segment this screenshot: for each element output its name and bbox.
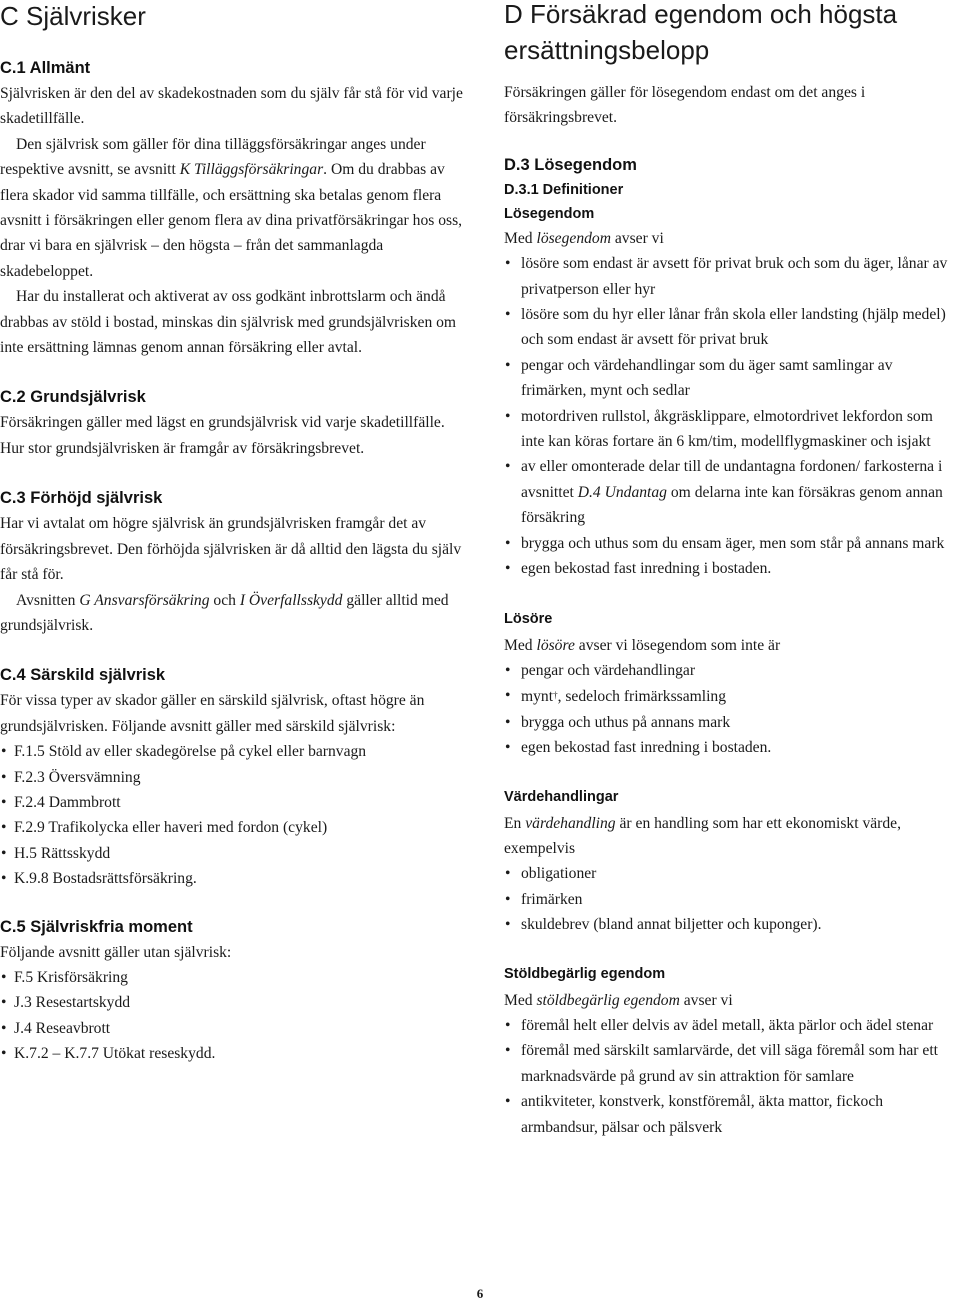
bullet-icon: •	[1, 768, 7, 786]
list-item-ref: D.4 Undantag	[577, 483, 667, 501]
losegendom-lead-b: avser vi	[610, 229, 664, 247]
list-item-text: K.9.8 Bostadsrättsförsäkring.	[14, 870, 197, 888]
list-item	[0, 841, 470, 866]
list-item-text: F.2.4 Dammbrott	[14, 793, 121, 811]
c4-paragraph-1: För vissa typer av skador gäller en särskild självrisk, oftast högre än grundsjälvrisken. Följande avsnitt gäller med särskild självrisk:	[0, 692, 425, 735]
bullet-icon: •	[1, 819, 7, 837]
bullet-icon: •	[505, 1042, 511, 1060]
c3-p2-text-b: gäller alltid med grundsjälvrisk.	[0, 591, 449, 634]
list-item	[504, 353, 960, 404]
c3-p2-text-mid: och	[209, 591, 240, 609]
list-item-text-b: , sedeloch frimärkssamling	[557, 688, 727, 706]
vardehandlingar-lead-b: är en handling som har ett ekonomiskt värde, exempelvis	[504, 814, 901, 857]
list-item	[504, 531, 960, 556]
list-item-text: frimärken	[521, 890, 583, 908]
bullet-icon: •	[505, 916, 511, 934]
list-item	[504, 912, 960, 937]
losegendom-lead-a: Med	[504, 229, 537, 247]
losore-heading: Lösöre	[504, 610, 553, 627]
bullet-icon: •	[505, 407, 511, 425]
list-item	[504, 658, 960, 683]
list-item	[504, 1038, 960, 1089]
list-item	[504, 1013, 960, 1038]
list-item-text: J.4 Reseavbrott	[14, 1019, 111, 1037]
c2-paragraph-1: Försäkringen gäller med lägst en grundsjälvrisk vid varje skadetillfälle. Hur stor grundsjälvrisken är framgår av försäkringsbrevet.	[0, 414, 445, 457]
c3-p2-ref-2: I Överfallsskydd	[239, 591, 343, 609]
list-item-text-a: av eller omonterade delar till de undantagna fordonen/ farkosterna i avsnittet	[521, 458, 943, 501]
bullet-icon: •	[505, 713, 511, 731]
c1-p2-ref: K Tilläggsförsäkringar	[179, 161, 324, 179]
c4-heading: C.4 Särskild självrisk	[0, 666, 166, 685]
bullet-icon: •	[505, 356, 511, 374]
vardehandlingar-lead	[504, 811, 960, 862]
c3-paragraph-1: Har vi avtalat om högre självrisk än grundsjälvrisken framgår det av försäkringsbrevet. Den förhöjda självrisken är då alltid den lägsta du själv får stå för.	[0, 515, 462, 584]
list-item-text: egen bekostad fast inredning i bostaden.	[521, 560, 772, 578]
list-item-text: J.3 Resestartskydd	[14, 994, 131, 1012]
vardehandlingar-lead-a: En	[504, 814, 526, 832]
c3-p2-text-a: Avsnitten	[16, 591, 80, 609]
page-number: 6	[476, 1286, 484, 1301]
list-item-text: föremål helt eller delvis av ädel metall, äkta pärlor och ädel stenar	[521, 1016, 934, 1034]
losore-lead-a: Med	[504, 636, 537, 654]
list-item-text: föremål med särskilt samlarvärde, det vill säga föremål som har ett marknadsvärde på grund av sin attraktion för samlare	[521, 1042, 938, 1085]
list-item	[504, 454, 960, 530]
bullet-icon: •	[505, 458, 511, 476]
list-item	[0, 990, 470, 1015]
c1-p2-text-b: . Om du drabbas av flera skador vid samma tillfälle, och ersättning ska betalas genom flera avsnitt i försäkringen eller genom flera av dina privatförsäkringar hos oss, drar vi bara en självrisk – den högsta – från det sammanlagda skadebeloppet.	[0, 161, 463, 280]
bullet-icon: •	[505, 534, 511, 552]
list-item	[0, 866, 470, 891]
bullet-icon: •	[1, 743, 7, 761]
bullet-icon: •	[505, 865, 511, 883]
bullet-icon: •	[1, 994, 7, 1012]
list-item-text: brygga och uthus på annans mark	[521, 713, 731, 731]
footnote-mark: †	[553, 690, 558, 701]
list-item-text: lösöre som du hyr eller lånar från skola eller landsting (hjälp medel) och som endast är avsett för privat bruk	[521, 306, 946, 349]
stoldbegarlig-lead-a: Med	[504, 991, 537, 1009]
c5-heading: C.5 Självriskfria moment	[0, 917, 193, 936]
list-item-text: F.2.3 Översvämning	[14, 768, 141, 786]
bullet-icon: •	[505, 255, 511, 273]
list-item-text: H.5 Rättsskydd	[14, 844, 111, 862]
losore-lead-b: avser vi lösegendom som inte är	[574, 636, 781, 654]
c1-paragraph-1: Självrisken är den del av skadekostnaden som du själv får stå för vid varje skadetillfälle.	[0, 85, 463, 128]
bullet-icon: •	[505, 306, 511, 324]
list-item-text: F.1.5 Stöld av eller skadegörelse på cykel eller barnvagn	[14, 743, 367, 761]
bullet-icon: •	[1, 844, 7, 862]
vardehandlingar-list	[504, 861, 960, 937]
list-item-text: antikviteter, konstverk, konstföremål, äkta mattor, fickoch armbandsur, pälsar och pälsverk	[521, 1093, 884, 1136]
c3-p2-ref-1: G Ansvarsförsäkring	[79, 591, 210, 609]
list-item	[504, 710, 960, 735]
list-item	[504, 735, 960, 760]
c5-list	[0, 965, 470, 1067]
list-item-text: F.2.9 Trafikolycka eller haveri med fordon (cykel)	[14, 819, 328, 837]
losegendom-list	[504, 251, 960, 581]
c1-paragraph-2	[0, 132, 470, 284]
list-item	[504, 1089, 960, 1140]
bullet-icon: •	[505, 1093, 511, 1111]
list-item-text: lösöre som endast är avsett för privat bruk och som du äger, lånar av privatperson eller hyr	[521, 255, 948, 298]
c2-heading: C.2 Grundsjälvrisk	[0, 388, 146, 407]
losegendom-heading: Lösegendom	[504, 205, 595, 222]
list-item	[504, 556, 960, 581]
list-item	[0, 1041, 470, 1066]
list-item-text	[519, 683, 726, 709]
list-item-text: pengar och värdehandlingar	[521, 661, 696, 679]
c1-heading: C.1 Allmänt	[0, 59, 91, 77]
list-item	[504, 302, 960, 353]
d31-heading: D.3.1 Definitioner	[504, 181, 624, 198]
bullet-icon: •	[1, 1019, 7, 1037]
bullet-icon: •	[505, 739, 511, 757]
list-item-text: brygga och uthus som du ensam äger, men som står på annans mark	[521, 534, 945, 552]
vardehandlingar-heading: Värdehandlingar	[504, 788, 619, 805]
list-item	[504, 251, 960, 302]
stoldbegarlig-lead-b: avser vi	[679, 991, 733, 1009]
list-item-text: motordriven rullstol, åkgräsklippare, elmotordrivet lekfordon som inte kan köras fortare än 6 km/tim, modellflygmaskiner och isjakt	[521, 407, 933, 451]
list-item-text-b: om delarna inte kan försäkras genom annan försäkring	[521, 483, 943, 527]
list-item	[504, 404, 960, 455]
list-item-text: skuldebrev (bland annat biljetter och kuponger).	[521, 916, 822, 934]
c3-paragraph-2	[0, 588, 470, 639]
d-intro-paragraph: Försäkringen gäller för lösegendom endast om det anges i försäkringsbrevet.	[504, 84, 866, 127]
bullet-icon: •	[1, 870, 7, 888]
list-item-text	[519, 454, 960, 530]
section-c-title: C Självrisker	[0, 1, 146, 31]
vardehandlingar-term: värdehandling	[525, 814, 616, 832]
bullet-icon: •	[505, 890, 511, 908]
list-item	[0, 815, 470, 840]
list-item-text: obligationer	[521, 865, 597, 883]
c4-list	[0, 739, 470, 891]
bullet-icon: •	[505, 1016, 511, 1034]
list-item-text: F.5 Krisförsäkring	[14, 968, 128, 986]
list-item	[0, 965, 470, 990]
stoldbegarlig-lead	[504, 988, 960, 1013]
losore-lead	[504, 633, 960, 658]
losore-term: lösöre	[536, 636, 575, 654]
list-item-text: pengar och värdehandlingar som du äger samt samlingar av frimärken, mynt och sedlar	[521, 356, 893, 400]
list-item	[0, 739, 470, 764]
section-d-title: D Försäkrad egendom och högsta ersättningsbelopp	[504, 0, 898, 65]
d3-heading: D.3 Lösegendom	[504, 155, 637, 174]
list-item-text: K.7.2 – K.7.7 Utökat reseskydd.	[14, 1045, 216, 1063]
list-item	[0, 790, 470, 815]
stoldbegarlig-list	[504, 1013, 960, 1140]
list-item	[504, 887, 960, 912]
list-item-text-a: mynt	[521, 688, 554, 706]
c1-p2-text-a: Den självrisk som gäller för dina tilläggsförsäkringar anges under respektive avsnitt, se avsnitt	[0, 135, 426, 179]
list-item	[504, 861, 960, 886]
bullet-icon: •	[1, 793, 7, 811]
bullet-icon: •	[1, 968, 7, 986]
losore-list	[504, 658, 960, 761]
list-item	[504, 683, 960, 709]
bullet-icon: •	[505, 560, 511, 578]
stoldbegarlig-term: stöldbegärlig egendom	[536, 991, 680, 1009]
list-item	[0, 765, 470, 790]
right-column	[504, 0, 960, 1140]
bullet-icon: •	[505, 687, 511, 705]
losegendom-term: lösegendom	[536, 229, 611, 247]
left-column	[0, 0, 470, 1067]
bullet-icon: •	[505, 661, 511, 679]
losegendom-lead	[504, 226, 960, 251]
c1-paragraph-3: Har du installerat och aktiverat av oss godkänt inbrottslarm och ändå drabbas av stöld i bostad, minskas din självrisk med grundsjälvrisken om inte ersättning lämnas genom annan försäkring eller avtal.	[0, 288, 457, 357]
list-item	[0, 1016, 470, 1041]
bullet-icon: •	[1, 1045, 7, 1063]
c3-heading: C.3 Förhöjd självrisk	[0, 489, 163, 508]
stoldbegarlig-heading: Stöldbegärlig egendom	[504, 965, 666, 982]
c5-paragraph-1: Följande avsnitt gäller utan självrisk:	[0, 943, 232, 961]
list-item-text: egen bekostad fast inredning i bostaden.	[521, 739, 772, 757]
